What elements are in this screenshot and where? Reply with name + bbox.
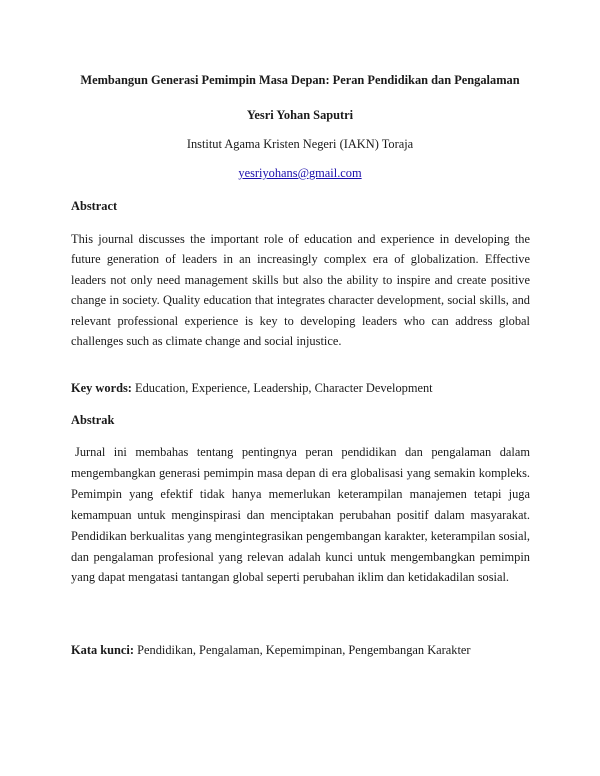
- abstrak-body: Jurnal ini membahas tentang pentingnya peran pendidikan dan pengalaman dalam mengembangkan generasi pemimpin masa depan di era globalisasi yang semakin kompleks. Pemimpin yang efektif tidak hanya memerlukan keterampilan manajemen tetapi juga kemampuan untuk menginspirasi dan menciptakan perubahan positif dalam masyarakat. Pendidikan berkualitas yang mengintegrasikan pengembangan karakter, keterampilan sosial, dan pengalaman profesional yang relevan adalah kunci untuk mengembangkan pemimpin yang dapat mengatasi tantangan global seperti perubahan iklim dan ketidakadilan sosial.: [71, 445, 530, 585]
- paper-title: Membangun Generasi Pemimpin Masa Depan: Peran Pendidikan dan Pengalaman: [80, 73, 520, 87]
- author-affiliation: Institut Agama Kristen Negeri (IAKN) Toraja: [186, 137, 414, 151]
- keywords-en-list: Education, Experience, Leadership, Character Development: [135, 381, 433, 395]
- keywords-id: [71, 642, 530, 658]
- abstrak-heading: Abstrak: [71, 413, 115, 427]
- author-email-link[interactable]: yesriyohans@gmail.com: [238, 166, 362, 180]
- abstract-body: This journal discusses the important role of education and experience in developing the future generation of leaders in an increasingly complex era of globalization. Effective leaders not only need management skills but also the ability to inspire and create positive change in society. Quality education that integrates character development, social skills, and relevant professional experience is key to developing leaders who can address global challenges such as climate change and social injustice.: [71, 232, 530, 349]
- keywords-en-label: Key words:: [71, 381, 132, 395]
- abstract-heading: Abstract: [71, 199, 118, 213]
- keywords-en: [71, 380, 530, 396]
- author-email: [0, 165, 600, 181]
- keywords-id-list: Pendidikan, Pengalaman, Kepemimpinan, Pengembangan Karakter: [137, 643, 471, 657]
- author-name: Yesri Yohan Saputri: [246, 108, 354, 122]
- keywords-id-label: Kata kunci:: [71, 643, 134, 657]
